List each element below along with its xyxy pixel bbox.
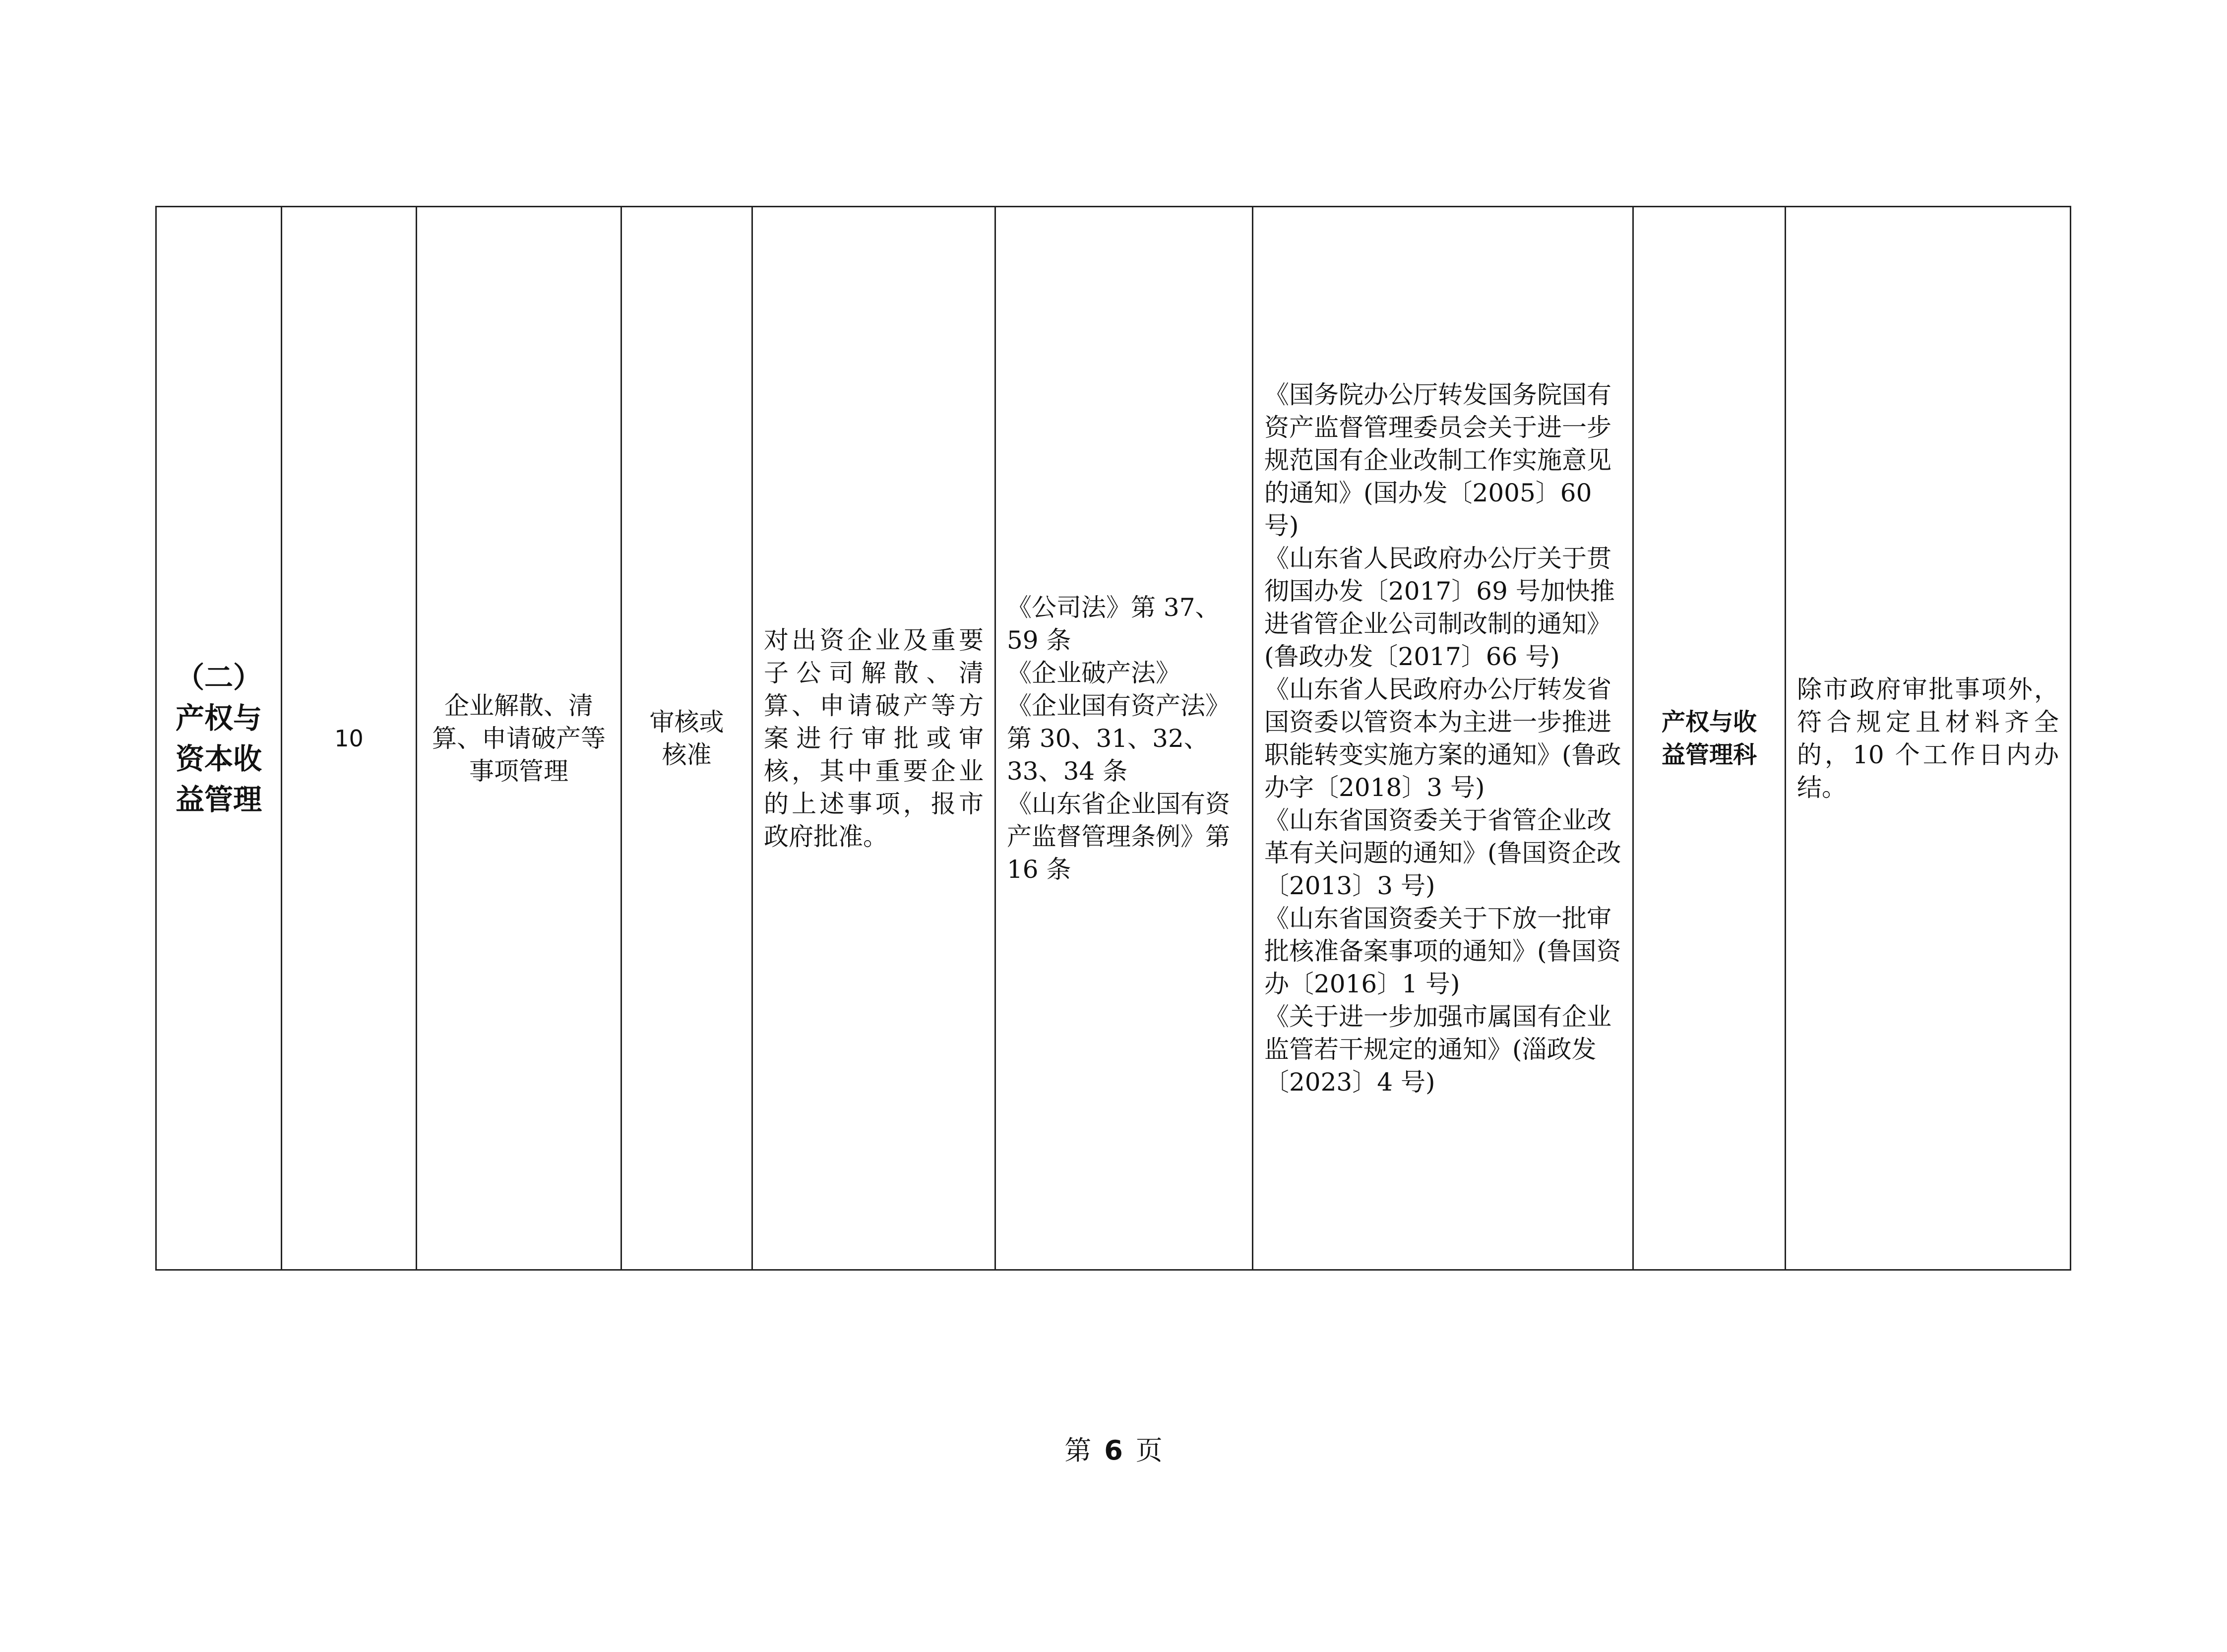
table-row [156, 207, 2071, 1270]
page-footer [0, 1433, 2227, 1468]
item-name: 企业解散、清 算、申请破产等 事项管理 [432, 691, 606, 786]
category-cell [156, 207, 282, 1270]
category-text: （二） 产权与 资本收 益管理 [175, 660, 262, 816]
page-number: 6 [1104, 1435, 1123, 1466]
time-limit: 除市政府审批事项外，符合规定且材料齐全的，10 个工作日内办结。 [1797, 674, 2059, 802]
page-prefix: 第 [1064, 1435, 1092, 1466]
time-limit-cell [1786, 207, 2071, 1270]
responsible-department: 产权与收 益管理科 [1661, 708, 1757, 769]
legal-basis-policies: 《国务院办公厅转发国务院国有资产监督管理委员会关于进一步规范国有企业改制工作实施意见的通知》(国办发〔2005〕60 号) 《山东省人民政府办公厅关于贯彻国办发〔2017〕69 号加快推进省管企业公司制改制的通知》(鲁政办发〔2017〕66 号) 《山东省人民政府办公厅转发省国资委以管资本为主进一步推进职能转变实施方案的通知》(鲁政办字〔2018〕3 号) 《山东省国资委关于省管企业改革有关问题的通知》(鲁国资企改〔2013〕3 号) 《山东省国资委关于下放一批审批核准备案事项的通知》(鲁国资办〔2016〕1 号) 《关于进一步加强市属国有企业监管若干规定的通知》(淄政发〔2023〕4 号) [1264, 380, 1621, 1097]
page-suffix: 页 [1135, 1435, 1163, 1466]
authority-list-table [155, 206, 2071, 1271]
department-cell [1633, 207, 1786, 1270]
power-type-cell [621, 207, 752, 1270]
item-name-cell [417, 207, 621, 1270]
policies-cell [1253, 207, 1633, 1270]
number-cell [282, 207, 417, 1270]
item-number: 10 [334, 725, 364, 752]
content-cell [752, 207, 995, 1270]
power-type: 审核或 核准 [649, 707, 724, 769]
legal-basis-laws: 《公司法》第 37、59 条 《企业破产法》 《企业国有资产法》第 30、31、32、33、34 条 《山东省企业国有资产监督管理条例》第 16 条 [1007, 593, 1230, 884]
item-content: 对出资企业及重要子公司解散、清算、申请破产等方案进行审批或审核，其中重要企业的上述事项，报市政府批准。 [764, 625, 984, 851]
laws-cell [995, 207, 1253, 1270]
